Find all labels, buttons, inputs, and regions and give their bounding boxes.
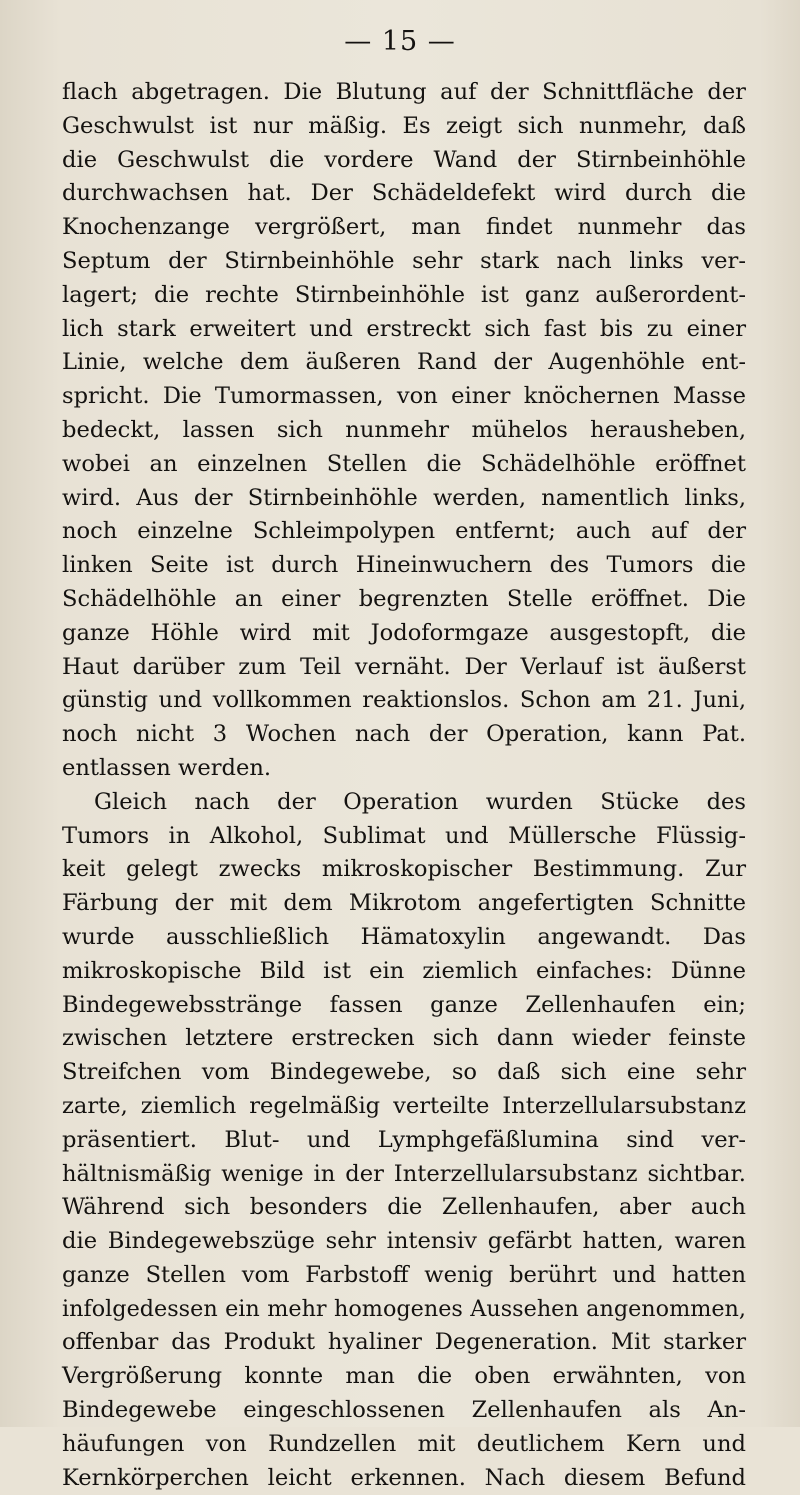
text-line: flach abgetragen. Die Blutung auf der Schnittfläche der [62, 79, 746, 105]
text-line: wobei an einzelnen Stellen die Schädelhöhle eröffnet [62, 450, 746, 477]
text-line: die Bindegewebszüge sehr intensiv gefärbt hatten, waren [62, 1228, 746, 1255]
text-line: Schädelhöhle an einer begrenzten Stelle eröffnet. Die [62, 585, 746, 612]
text-line: entlassen werden. [62, 754, 272, 781]
text-line: Während sich besonders die Zellenhaufen, aber auch [62, 1194, 746, 1221]
text-line: lagert; die rechte Stirnbeinhöhle ist ganz außerordent- [62, 281, 746, 308]
page-number: — 15 — [344, 26, 456, 57]
text-line: ganze Höhle wird mit Jodoformgaze ausgestopft, die [62, 619, 746, 646]
text-line: Septum der Stirnbeinhöhle sehr stark nach links ver- [62, 247, 746, 274]
text-line: wird. Aus der Stirnbeinhöhle werden, namentlich links, [62, 484, 746, 511]
text-line: wurde ausschließlich Hämatoxylin angewandt. Das [62, 923, 746, 950]
text-line: lich stark erweitert und erstreckt sich fast bis zu einer [62, 315, 746, 342]
text-line: Bindegewebe eingeschlossenen Zellenhaufen als An- [62, 1397, 746, 1424]
text-line: Kernkörperchen leicht erkennen. Nach diesem Befund [62, 1464, 746, 1491]
text-line: günstig und vollkommen reaktionslos. Schon am 21. Juni, [62, 687, 746, 714]
text-line: Tumors in Alkohol, Sublimat und Müllersche Flüssig- [62, 822, 746, 849]
text-line: Streifchen vom Bindegewebe, so daß sich eine sehr [62, 1059, 746, 1086]
text-line: linken Seite ist durch Hineinwuchern des Tumors die [62, 552, 746, 579]
text-line: die Geschwulst die vordere Wand der Stirnbeinhöhle [62, 146, 746, 173]
text-line: präsentiert. Blut- und Lymphgefäßlumina sind ver- [62, 1126, 746, 1153]
text-line: ganze Stellen vom Farbstoff wenig berührt und hatten [62, 1261, 746, 1288]
text-line: noch einzelne Schleimpolypen entfernt; auch auf der [62, 518, 746, 545]
paragraph-start-line: Gleich nach der Operation wurden Stücke des [94, 788, 746, 815]
text-line: Haut darüber zum Teil vernäht. Der Verlauf ist äußerst [62, 653, 746, 680]
text-line: Bindegewebsstränge fassen ganze Zellenhaufen ein; [62, 991, 746, 1018]
text-line: zwischen letztere erstrecken sich dann wieder feinste [62, 1025, 746, 1052]
text-line: Vergrößerung konnte man die oben erwähnten, von [62, 1363, 746, 1390]
text-line: Knochenzange vergrößert, man findet nunmehr das [62, 214, 746, 241]
body-text [62, 76, 746, 1495]
text-line: Geschwulst ist nur mäßig. Es zeigt sich nunmehr, daß [62, 112, 746, 139]
text-line: Färbung der mit dem Mikrotom angefertigten Schnitte [62, 890, 746, 917]
text-line: bedeckt, lassen sich nunmehr mühelos herausheben, [62, 416, 746, 443]
text-line: zarte, ziemlich regelmäßig verteilte Interzellularsubstanz [62, 1092, 746, 1119]
text-line: durchwachsen hat. Der Schädeldefekt wird durch die [62, 180, 746, 207]
text-line: spricht. Die Tumormassen, von einer knöchernen Masse [62, 383, 746, 410]
text-line: häufungen von Rundzellen mit deutlichem Kern und [62, 1430, 746, 1457]
text-line: mikroskopische Bild ist ein ziemlich einfaches: Dünne [62, 957, 746, 984]
text-line: hältnismäßig wenige in der Interzellularsubstanz sichtbar. [62, 1160, 746, 1187]
text-line: infolgedessen ein mehr homogenes Aussehen angenommen, [62, 1295, 746, 1322]
text-line: Linie, welche dem äußeren Rand der Augenhöhle ent- [62, 349, 746, 376]
text-line: keit gelegt zwecks mikroskopischer Bestimmung. Zur [62, 856, 746, 883]
text-line: offenbar das Produkt hyaliner Degeneration. Mit starker [62, 1329, 746, 1356]
text-line: noch nicht 3 Wochen nach der Operation, kann Pat. [62, 721, 746, 748]
